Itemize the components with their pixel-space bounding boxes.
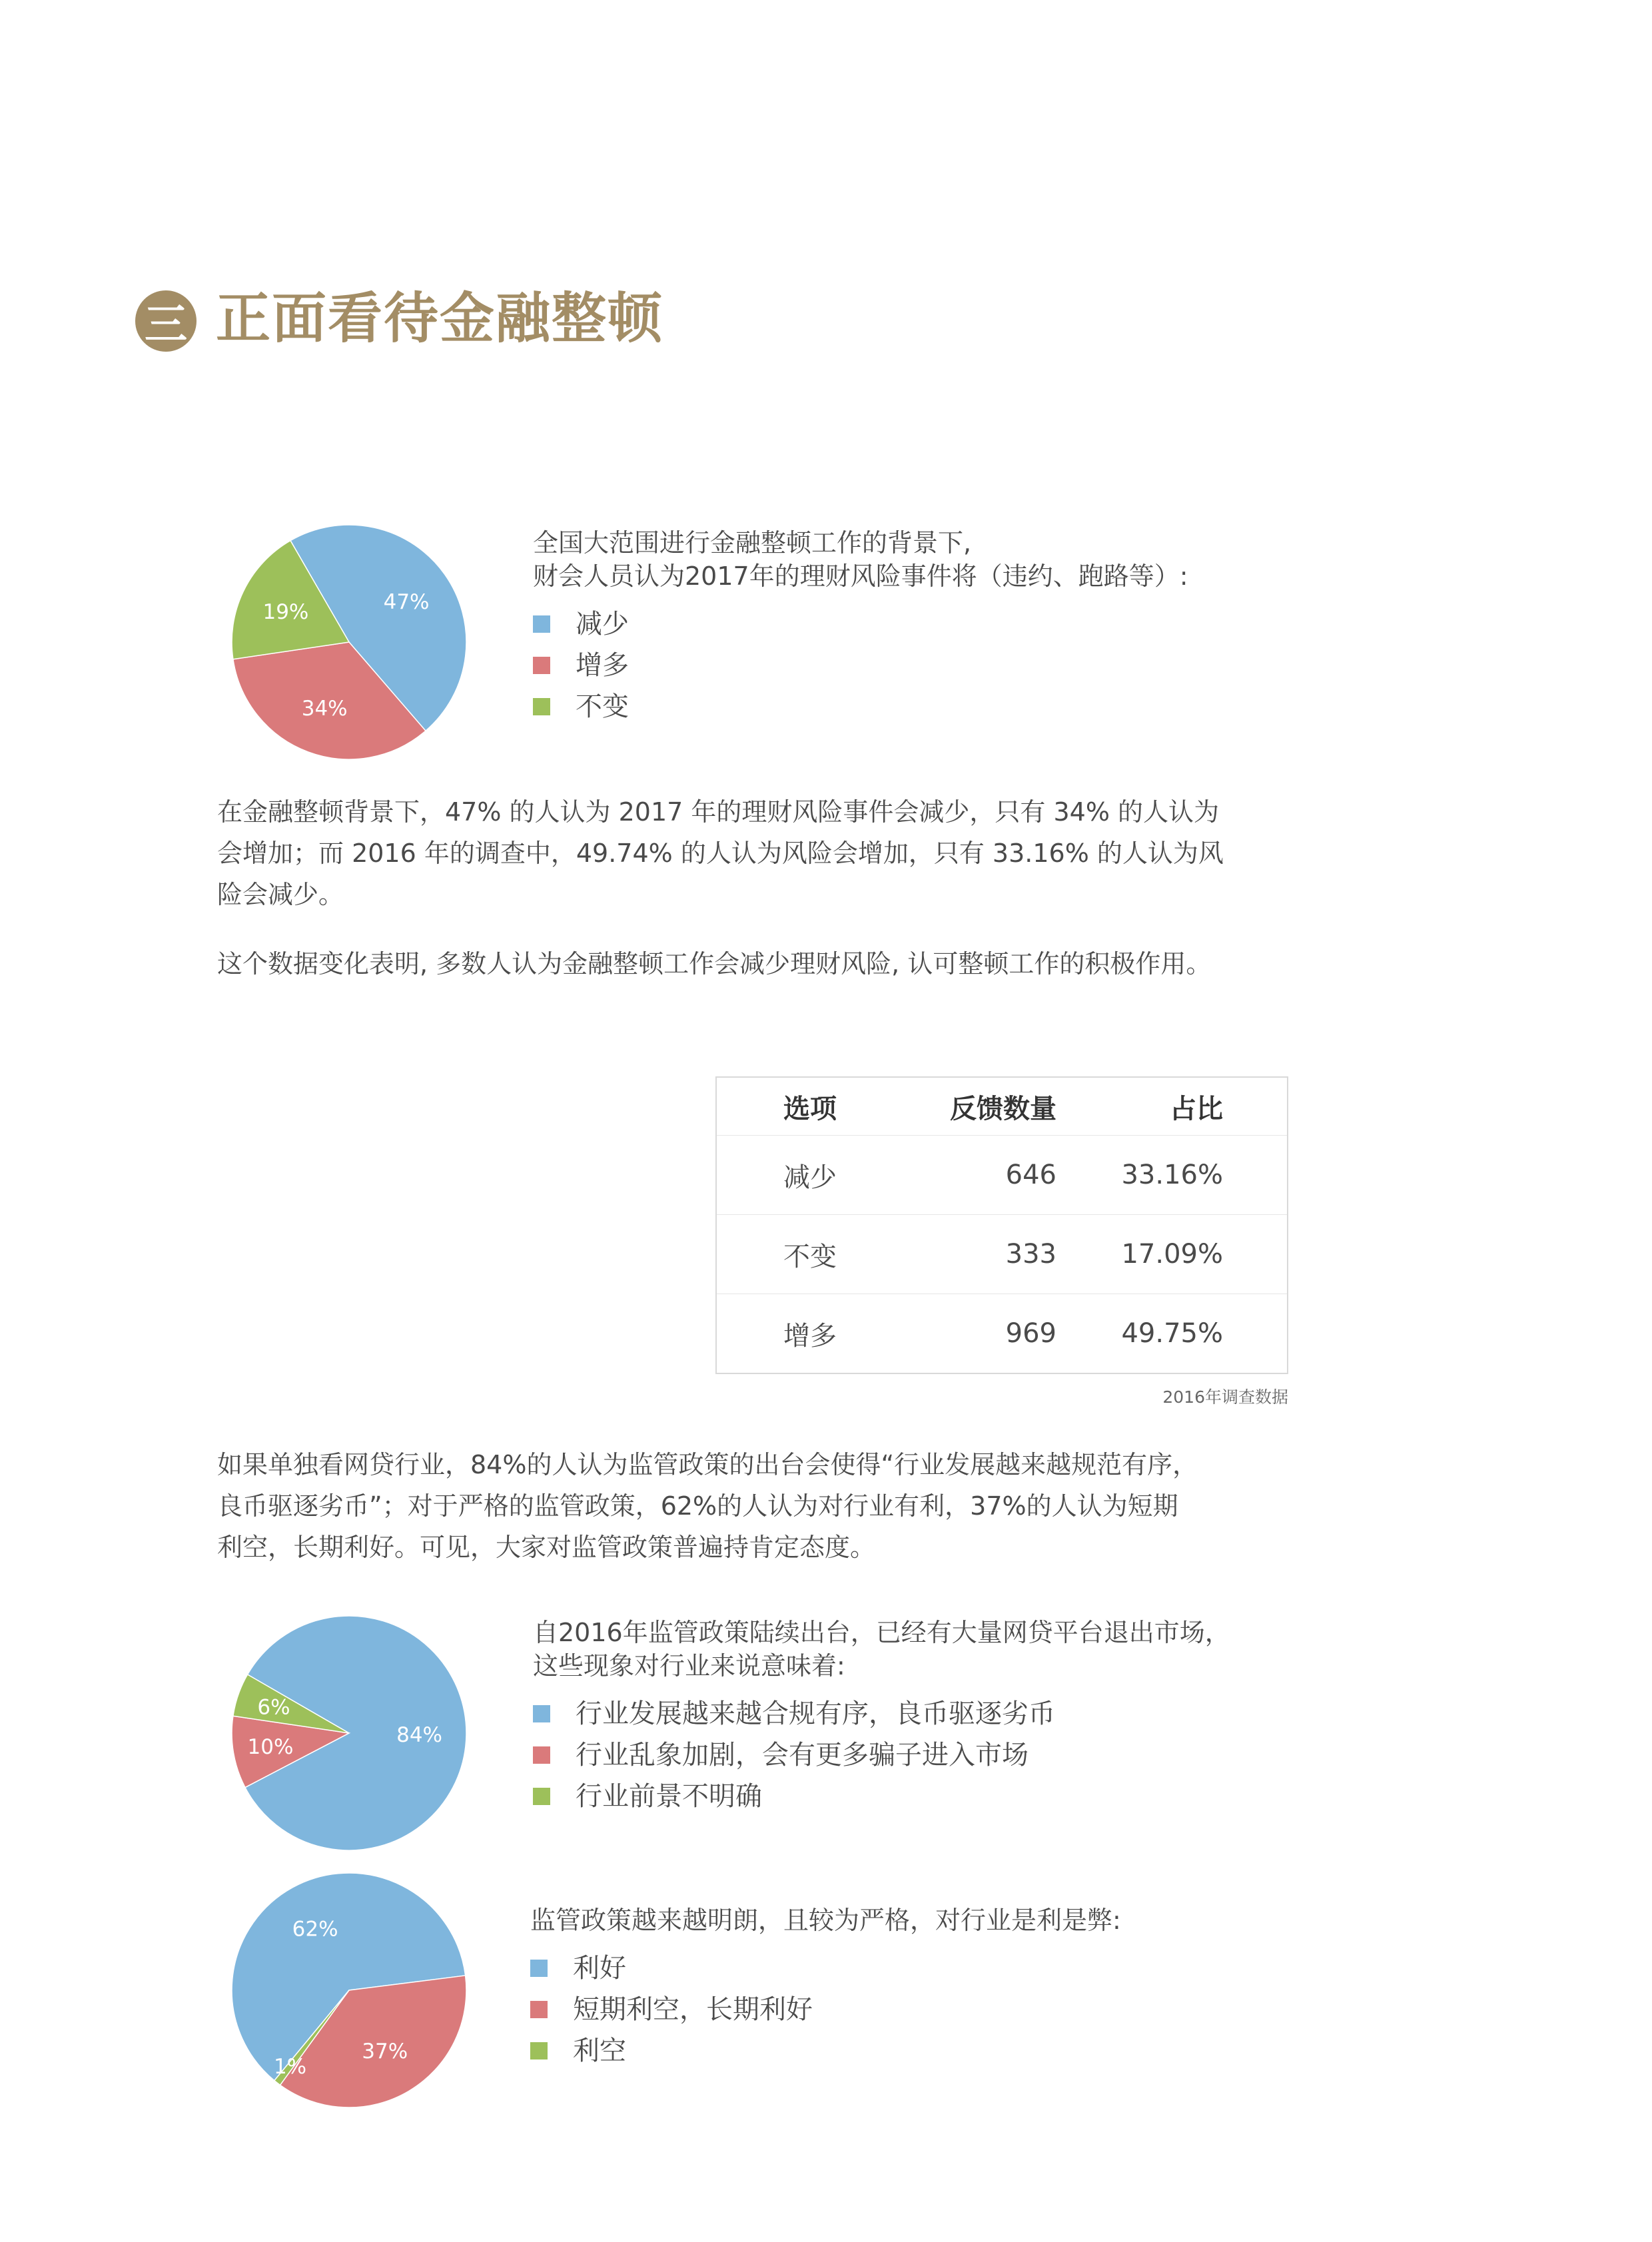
pie-slice-label: 47% [383,589,430,614]
table-source-note: 2016年调查数据 [1162,1387,1288,1407]
paragraph-line: 险会减少。 [217,880,344,909]
legend-regulation [530,1948,1121,2071]
legend-swatch-red [533,1746,550,1764]
legend-swatch-blue [530,1960,548,1977]
question-line: 监管政策越来越明朗，且较为严格，对行业是利是弊: [530,1906,1121,1935]
legend-swatch-red [530,2001,548,2018]
pie-chart-regulation [229,1870,469,2110]
table-row [717,1135,1287,1214]
table-cell-option: 不变 [783,1241,837,1272]
legend-label: 行业前景不明确 [576,1781,762,1812]
question-regulation [530,1904,1121,2071]
legend-item-chaos [533,1734,1230,1776]
legend-label: 行业发展越来越合规有序，良币驱逐劣币 [576,1698,1055,1729]
pie-chart-p2p-exit [229,1613,469,1853]
legend-label: 利空 [573,2036,626,2066]
legend-item-increase [533,645,1188,686]
legend-label: 不变 [576,691,629,722]
table-cell-ratio: 17.09% [1121,1239,1223,1270]
pie-slice-label: 34% [301,696,348,721]
table-header-ratio: 占比 [1170,1093,1223,1124]
question-p2p-exit [533,1616,1230,1817]
table-cell-count: 333 [1005,1239,1056,1270]
legend-swatch-green [530,2042,548,2059]
legend-swatch-red [533,657,550,674]
pie-slice-label: 6% [257,1695,290,1720]
table-row [717,1294,1287,1373]
table-header-option: 选项 [783,1093,837,1124]
legend-label: 短期利空，长期利好 [573,1994,813,2025]
question-line: 这些现象对行业来说意味着: [533,1651,845,1681]
legend-item-unchanged [533,686,1188,727]
legend-item-negative [530,2030,1121,2071]
question-line: 全国大范围进行金融整顿工作的背景下, [533,528,972,558]
legend-label: 增多 [576,650,629,681]
pie-slice-label: 62% [292,1917,338,1942]
legend-swatch-blue [533,1705,550,1722]
table-cell-ratio: 33.16% [1121,1160,1223,1190]
legend-swatch-blue [533,615,550,633]
pie-slice-label: 10% [247,1734,294,1759]
paragraph-line: 会增加；而 2016 年的调查中，49.74% 的人认为风险会增加，只有 33.16% 的人认为风 [217,839,1224,868]
table-cell-option: 减少 [783,1162,837,1193]
table-cell-option: 增多 [783,1320,837,1351]
pie-slice-label: 19% [262,600,309,625]
pie-slice-label: 37% [362,2039,408,2063]
legend-label: 行业乱象加剧，会有更多骗子进入市场 [576,1740,1029,1770]
paragraph-conclusion [217,943,1310,984]
pie-slice-label: 84% [396,1723,443,1748]
legend-swatch-green [533,698,550,715]
legend-item-unclear [533,1776,1230,1817]
question-risk-2017 [533,526,1188,727]
paragraph-p2p-summary [217,1444,1310,1568]
question-line: 自2016年监管政策陆续出台，已经有大量网贷平台退出市场， [533,1618,1230,1647]
paragraph-line: 良币驱逐劣币”；对于严格的监管政策，62%的人认为对行业有利，37%的人认为短期 [217,1491,1178,1521]
table-cell-count: 969 [1005,1318,1056,1349]
legend-item-positive [530,1948,1121,1989]
legend-p2p-exit [533,1693,1230,1817]
paragraph-line: 在金融整顿背景下，47% 的人认为 2017 年的理财风险事件会减少，只有 34% 的人认为 [217,797,1220,827]
table-cell-count: 646 [1005,1160,1056,1190]
paragraph-line: 如果单独看网贷行业，84%的人认为监管政策的出台会使得“行业发展越来越规范有序， [217,1450,1198,1479]
legend-label: 减少 [576,609,629,639]
legend-risk-2017 [533,603,1188,727]
paragraph-line: 利空，长期利好。可见，大家对监管政策普遍持肯定态度。 [217,1533,876,1562]
paragraph-line: 这个数据变化表明, 多数人认为金融整顿工作会减少理财风险, 认可整顿工作的积极作用。 [217,949,1212,978]
survey-table-2016 [715,1076,1288,1374]
table-header-count: 反馈数量 [950,1093,1056,1124]
section-number-badge: 三 [135,290,197,352]
legend-item-decrease [533,603,1188,645]
legend-item-compliant [533,1693,1230,1734]
table-header-row [717,1078,1287,1135]
question-line: 财会人员认为2017年的理财风险事件将（违约、跑路等）: [533,561,1188,591]
section-title: 正面看待金融整顿 [216,287,664,350]
table-row [717,1214,1287,1294]
legend-item-short-negative-long-positive [530,1989,1121,2030]
paragraph-risk-summary [217,791,1310,915]
pie-slice-label: 1% [273,2055,307,2079]
legend-label: 利好 [573,1953,626,1984]
legend-swatch-green [533,1788,550,1805]
pie-chart-risk-2017 [229,522,469,762]
table-cell-ratio: 49.75% [1121,1318,1223,1349]
